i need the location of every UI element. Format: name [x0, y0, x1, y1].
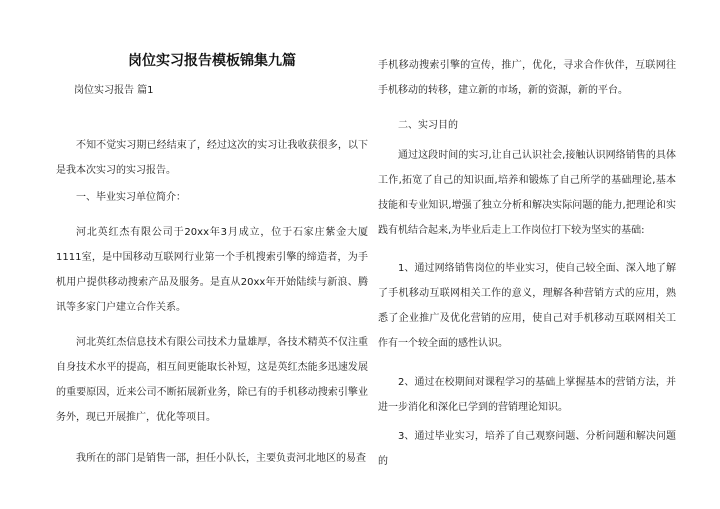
intro-paragraph: 不知不觉实习期已经结束了，经过这次的实习让我收获很多，以下是我本次实习的实习报告。 [56, 140, 368, 176]
purpose-item-3: 3、通过毕业实习，培养了自己观察问题、分析问题和解决问题的 [378, 431, 676, 467]
purpose-paragraph: 通过这段时间的实习,让自己认识社会,接触认识网络销售的具体工作,拓宽了自己的知识面,培养和锻炼了自己所学的基础理论,基本技能和专业知识,增强了独立分析和解决实际问题的能力,把理论和实践有机结合起来,为毕业后走上工作岗位打下较为坚实的基础: [378, 150, 676, 236]
section-heading-purpose: 二、实习目的 [398, 120, 458, 131]
department-paragraph: 我所在的部门是销售一部，担任小队长，主要负责河北地区的易查 [76, 453, 366, 464]
company-paragraph-2: 河北英红杰信息技术有限公司技术力量雄厚，各技术精英不仅注重自身技术水平的提高，相互间更能取长补短，这是英红杰能多迅速发展的重要原因，近来公司不断拓展新业务，除已有的手机移动搜索引擎业务外，现已开展推广，优化等项目。 [56, 337, 368, 423]
continued-paragraph: 手机移动搜索引擎的宣传，推广，优化，寻求合作伙伴，互联网往手机移动的转移，建立新的市场，新的资源，新的平台。 [378, 60, 676, 96]
document-title: 岗位实习报告模板锦集九篇 [128, 53, 296, 69]
purpose-item-1: 1、通过网络销售岗位的毕业实习，使自己较全面、深入地了解了手机移动互联网相关工作的意义，理解各种营销方式的应用，熟悉了企业推广及优化营销的应用，使自己对手机移动互联网相关工作有一个较全面的感性认识。 [378, 263, 676, 349]
purpose-item-2: 2、通过在校期间对课程学习的基础上掌握基本的营销方法，并进一步消化和深化已学到的营销理论知识。 [378, 377, 676, 413]
section-heading-company: 一、毕业实习单位简介： [76, 192, 186, 203]
document-subtitle: 岗位实习报告 篇1 [74, 85, 154, 96]
company-paragraph-1: 河北英红杰有限公司于20xx年3月成立，位于石家庄紫金大厦1111室，是中国移动互联网行业第一个手机搜索引擎的缔造者，为手机用户提供移动搜索产品及服务。是直从20xx年开始陆续与新浪、腾讯等多家门户建立合作关系。 [56, 227, 368, 313]
